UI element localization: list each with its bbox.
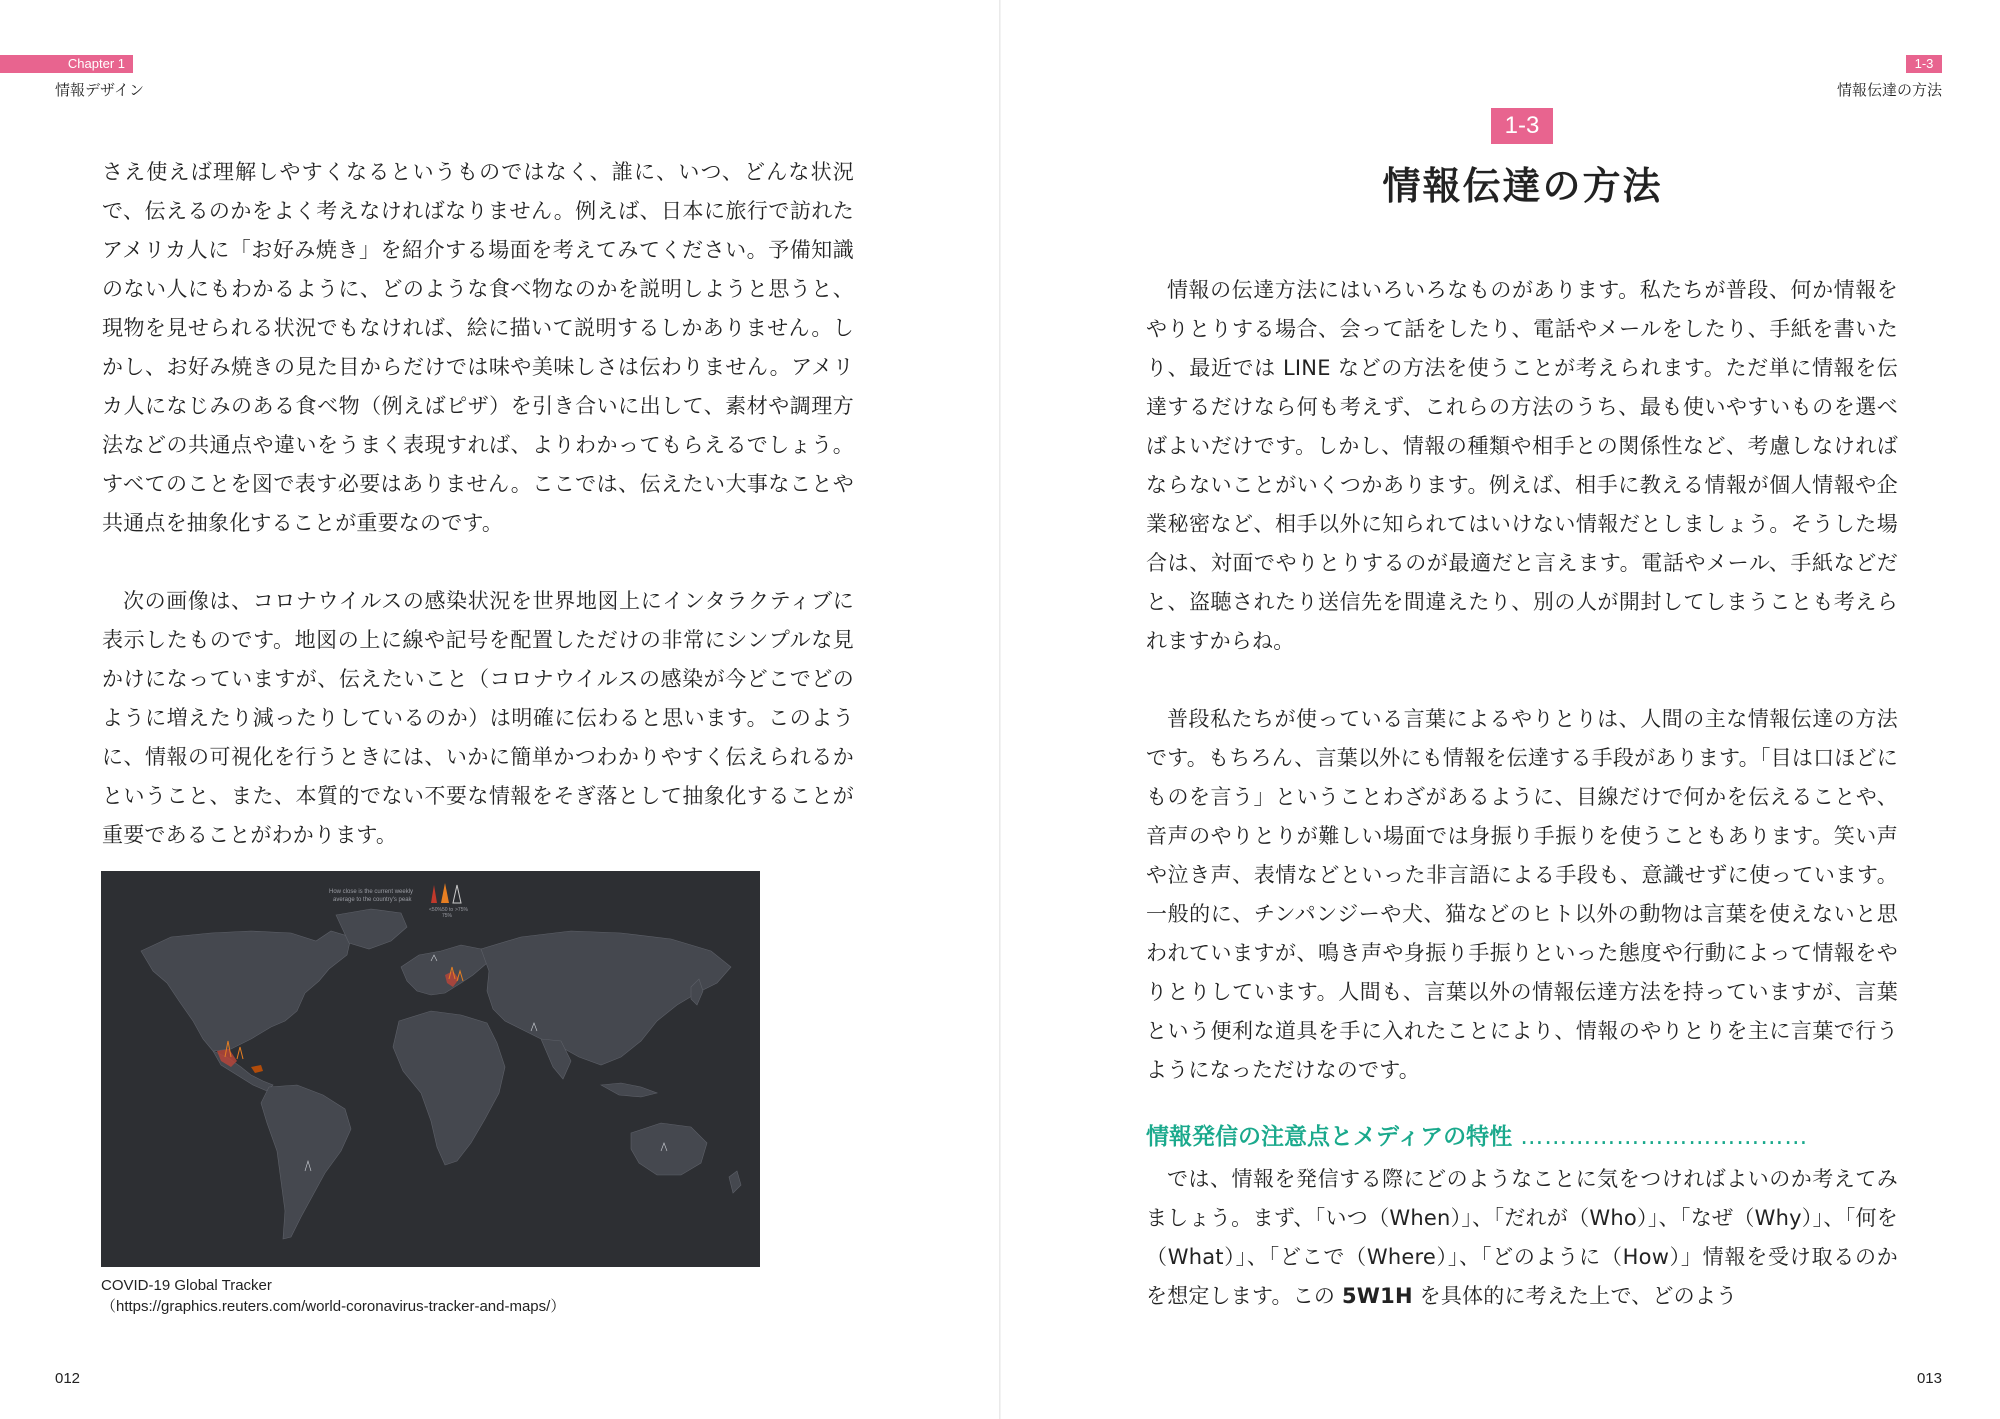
section-tab: 1-3: [1906, 55, 1942, 73]
paragraph: 次の画像は、コロナウイルスの感染状況を世界地図上にインタラクティブに表示したものです。地図の上に線や記号を配置しただけの非常にシンプルな見かけになっていますが、伝えたいこと（コロナウイルスの感染が今どこでどのように増えたり減ったりしているのか）は明確に伝わると思います。このように、情報の可視化を行うときには、いかに簡単かつわかりやすく伝えられるかということ、また、本質的でない不要な情報をそぎ落として抽象化することが重要であることがわかります。: [102, 589, 854, 847]
paragraph-text-end: を具体的に考えた上で、どのよう: [1412, 1284, 1738, 1308]
paragraph: [1146, 1160, 1898, 1316]
5w1h-term: 5W1H: [1342, 1284, 1413, 1308]
world-map: [101, 871, 760, 1267]
page-number-right: 013: [1916, 1370, 1942, 1387]
right-page-body-2: [1146, 1160, 1898, 1316]
subheading-leader: ………………………………: [1520, 1124, 1809, 1150]
legend-sub: 75%: [442, 913, 453, 919]
section-badge: 1-3: [1491, 108, 1553, 144]
subheading-text: 情報発信の注意点とメディアの特性: [1146, 1124, 1513, 1150]
caption-title: COVID-19 Global Tracker: [101, 1277, 272, 1294]
paragraph: 普段私たちが使っている言葉によるやりとりは、人間の主な情報伝達の方法です。もちろん、言葉以外にも情報を伝達する手段があります。「目は口ほどにものを言う」ということわざがあるように、目線だけで何かを伝えることや、音声のやりとりが難しい場面では身振り手振りを使うこともあります。笑い声や泣き声、表情などといった非言語による手段も、意識せずに使っています。一般的に、チンパンジーや犬、猫などのヒト以外の動物は言葉を使えないと思われていますが、鳴き声や身振り手振りといった態度や行動によって情報をやりとりしています。人間も、言葉以外の情報伝達方法を持っていますが、言葉という便利な道具を手に入れたことにより、情報のやりとりを主に言葉で行うようになっただけなのです。: [1146, 707, 1898, 1082]
caption-url: （https://graphics.reuters.com/world-coronavirus-tracker-and-maps/）: [101, 1298, 566, 1315]
covid-map-figure: [101, 871, 760, 1267]
right-page-body: [1146, 271, 1898, 1090]
figure-caption: [101, 1275, 565, 1317]
chapter-tab: Chapter 1: [0, 55, 133, 73]
legend-label-2: 50 to: [442, 907, 454, 913]
legend-text-2: average to the country's peak: [333, 897, 412, 903]
legend-text-1: How close is the current weekly: [329, 889, 414, 895]
legend-label-3: >75%: [455, 907, 468, 913]
running-head-section: 情報伝達の方法: [1836, 81, 1942, 99]
subheading: [1146, 1118, 1898, 1151]
paragraph: 情報の伝達方法にはいろいろなものがあります。私たちが普段、何か情報をやりとりする場合、会って話をしたり、電話やメールをしたり、手紙を書いたり、最近では LINE などの方法を使うことが考えられます。ただ単に情報を伝達するだけなら何も考えず、これらの方法のうち、最も使いやすいものを選べばよいだけです。しかし、情報の種類や相手との関係性など、考慮しなければならないことがいくつかあります。例えば、相手に教える情報が個人情報や企業秘密など、相手以外に知られてはいけない情報だとしましょう。そうした場合は、対面でやりとりするのが最適だと言えます。電話やメール、手紙などだと、盗聴されたり送信先を間違えたり、別の人が開封してしまうことも考えられますからね。: [1146, 278, 1898, 653]
page-number-left: 012: [55, 1370, 81, 1387]
gutter: [999, 0, 1001, 1419]
running-head-chapter: 情報デザイン: [55, 81, 144, 99]
legend-label-1: <50%: [429, 907, 442, 913]
paragraph-text: では、情報を発信する際にどのようなことに気をつければよいのか考えてみましょう。まず、「いつ（When）」、「だれが（Who）」、「なぜ（Why）」、「何を（What）」、「どこで（Where）」、「どのように（How）」情報を受け取るのかを想定します。この: [1146, 1167, 1898, 1308]
left-page-body: [102, 153, 854, 855]
paragraph: さえ使えば理解しやすくなるというものではなく、誰に、いつ、どんな状況で、伝えるのかをよく考えなければなりません。例えば、日本に旅行で訪れたアメリカ人に「お好み焼き」を紹介する場面を考えてみてください。予備知識のない人にもわかるように、どのような食べ物なのかを説明しようと思うと、現物を見せられる状況でもなければ、絵に描いて説明するしかありません。しかし、お好み焼きの見た目からだけでは味や美味しさは伝わりません。アメリカ人になじみのある食べ物（例えばピザ）を引き合いに出して、素材や調理方法などの共通点や違いをうまく表現すれば、よりわかってもらえるでしょう。すべてのことを図で表す必要はありません。ここでは、伝えたい大事なことや共通点を抽象化することが重要なのです。: [102, 160, 854, 535]
section-title: 情報伝達の方法: [1382, 164, 1663, 208]
